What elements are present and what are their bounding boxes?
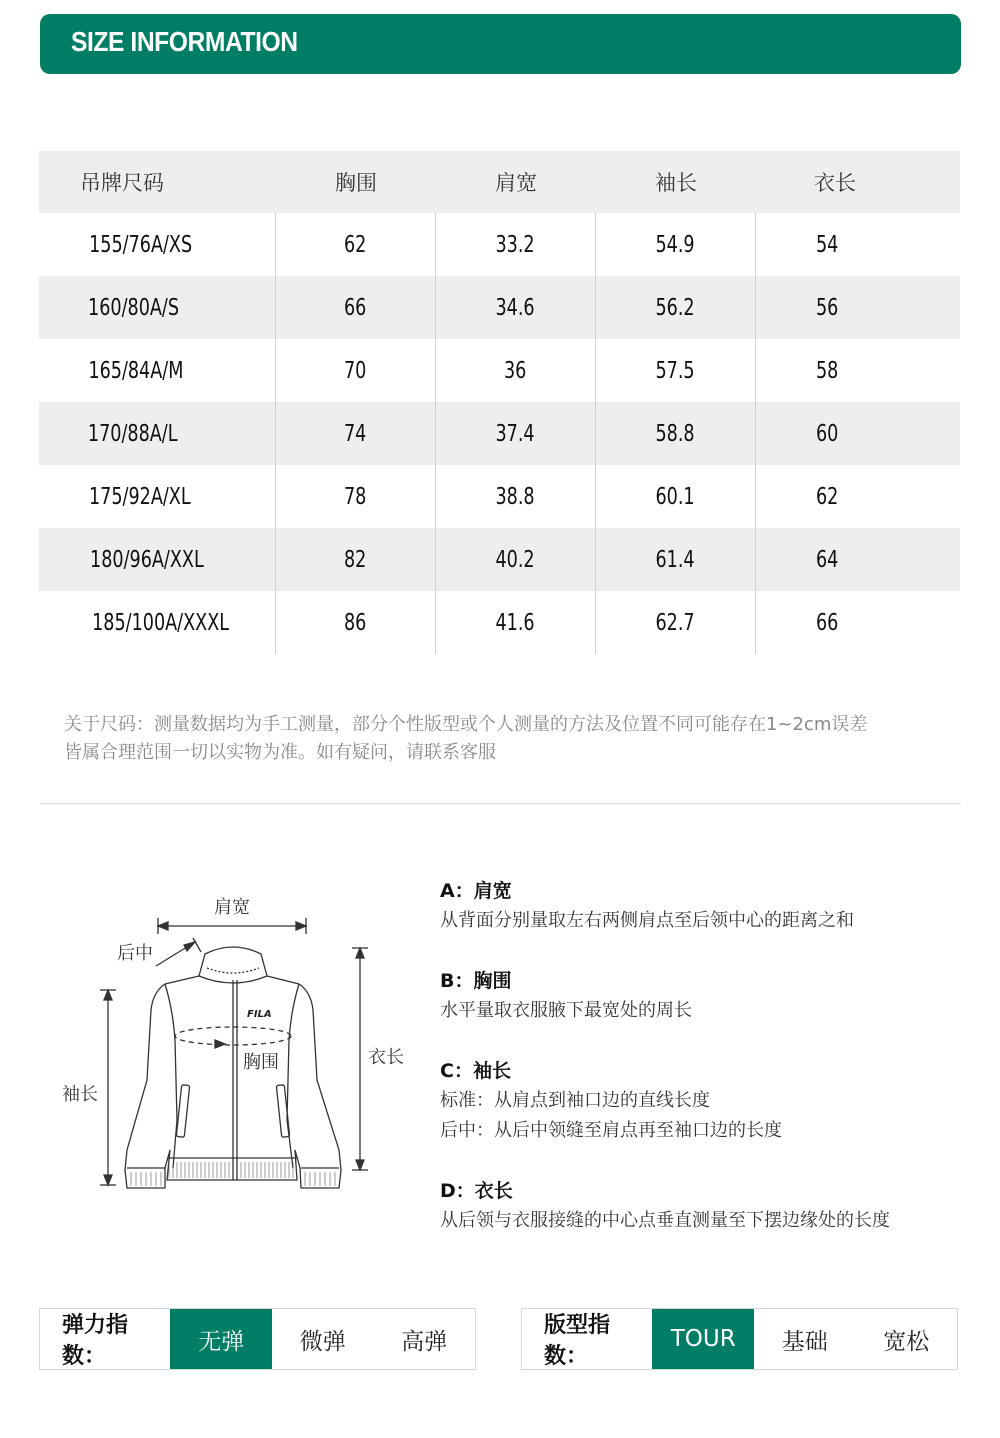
desc-sleeve-text-back: 后中：从后中领缝至肩点再至袖口边的长度 — [440, 1120, 782, 1141]
length-value: 56 — [815, 294, 839, 321]
chest-value: 62 — [344, 231, 367, 258]
shoulder-value: 38.8 — [495, 483, 536, 510]
length-cell — [756, 339, 960, 402]
sleeve-value: 58.8 — [655, 420, 696, 447]
table-row — [39, 402, 960, 465]
size-cell — [39, 339, 276, 402]
page-title: SIZE INFORMATION — [71, 26, 298, 57]
desc-length-text: 从后领与衣服接缝的中心点垂直测量至下摆边缘处的长度 — [440, 1210, 890, 1231]
size-value: 170/88A/L — [87, 420, 178, 447]
length-cell — [756, 276, 960, 339]
header-tag-size: 吊牌尺码 — [80, 171, 164, 195]
table-row — [39, 528, 960, 591]
shoulder-cell — [436, 402, 596, 465]
shoulder-cell — [436, 339, 596, 402]
length-cell — [756, 402, 960, 465]
sleeve-cell — [596, 402, 756, 465]
length-value: 66 — [815, 609, 839, 636]
sleeve-value: 62.7 — [655, 609, 696, 636]
sleeve-cell — [596, 591, 756, 654]
elasticity-option-slight[interactable]: 微弹 — [299, 1328, 346, 1355]
chest-value: 74 — [344, 420, 367, 447]
length-value: 62 — [815, 483, 839, 510]
elasticity-label: 弹力指数： — [62, 1313, 129, 1369]
chest-value: 86 — [344, 609, 367, 636]
elasticity-option-none[interactable]: 无弹 — [170, 1309, 272, 1369]
size-value: 160/80A/S — [88, 294, 180, 321]
shoulder-value: 36 — [504, 357, 527, 384]
sleeve-value: 60.1 — [655, 483, 696, 510]
size-value: 180/96A/XXL — [90, 546, 204, 573]
chest-value: 82 — [344, 546, 367, 573]
sleeve-value: 56.2 — [655, 294, 696, 321]
shoulder-cell — [436, 591, 596, 654]
length-cell — [756, 591, 960, 654]
desc-shoulder-title: A：肩宽 — [440, 880, 512, 902]
chest-cell — [276, 276, 436, 339]
shoulder-label: 肩宽 — [214, 897, 250, 918]
sleeve-cell — [596, 276, 756, 339]
fit-option-basic[interactable]: 基础 — [781, 1328, 828, 1355]
table-row — [39, 339, 960, 402]
desc-sleeve-text-standard: 标准：从肩点到袖口边的直线长度 — [440, 1090, 710, 1111]
table-row — [39, 213, 960, 276]
desc-sleeve-title: C：袖长 — [440, 1060, 511, 1082]
chest-cell — [276, 528, 436, 591]
sleeve-cell — [596, 465, 756, 528]
size-cell — [39, 465, 276, 528]
sleeve-value: 61.4 — [655, 546, 696, 573]
size-table — [39, 151, 960, 654]
shoulder-value: 33.2 — [495, 231, 536, 258]
size-cell — [39, 591, 276, 654]
desc-shoulder-text: 从背面分别量取左右两侧肩点至后领中心的距离之和 — [440, 910, 854, 931]
fit-index — [521, 1308, 958, 1370]
desc-sleeve — [440, 1056, 980, 1146]
chest-value: 70 — [344, 357, 367, 384]
fit-label: 版型指数： — [544, 1313, 611, 1369]
sleeve-value: 57.5 — [655, 357, 696, 384]
shoulder-value: 34.6 — [495, 294, 536, 321]
shoulder-value: 41.6 — [495, 609, 536, 636]
elasticity-option-high[interactable]: 高弹 — [401, 1328, 448, 1355]
length-value: 64 — [815, 546, 839, 573]
size-note — [64, 711, 964, 767]
length-label: 衣长 — [368, 1047, 404, 1068]
sleeve-value: 54.9 — [655, 231, 696, 258]
fit-option-loose[interactable]: 宽松 — [883, 1328, 930, 1355]
section-divider — [40, 803, 961, 804]
size-value: 155/76A/XS — [89, 231, 193, 258]
length-cell — [756, 213, 960, 276]
desc-chest-text: 水平量取衣服腋下最宽处的周长 — [440, 1000, 692, 1021]
header-shoulder: 肩宽 — [495, 171, 537, 195]
header-bar — [40, 14, 961, 74]
length-cell — [756, 528, 960, 591]
chest-cell — [276, 591, 436, 654]
size-value: 185/100A/XXXL — [92, 609, 230, 636]
elasticity-index — [39, 1308, 476, 1370]
length-cell — [756, 465, 960, 528]
chest-cell — [276, 213, 436, 276]
fila-logo: FILA — [247, 1009, 272, 1020]
fit-option-tour[interactable]: TOUR — [652, 1309, 754, 1369]
length-value: 58 — [815, 357, 839, 384]
jacket-diagram — [55, 880, 425, 1210]
shoulder-value: 37.4 — [495, 420, 536, 447]
desc-length-title: D：衣长 — [440, 1180, 513, 1202]
desc-chest — [440, 966, 980, 1026]
chest-cell — [276, 465, 436, 528]
desc-length — [440, 1176, 980, 1236]
note-line-1: 关于尺码：测量数据均为手工测量，部分个性版型或个人测量的方法及位置不同可能存在1~2cm误差 — [64, 714, 868, 735]
shoulder-cell — [436, 276, 596, 339]
table-header-row — [39, 151, 960, 213]
table-row — [39, 465, 960, 528]
shoulder-cell — [436, 465, 596, 528]
shoulder-cell — [436, 528, 596, 591]
length-value: 60 — [815, 420, 839, 447]
chest-cell — [276, 402, 436, 465]
length-value: 54 — [815, 231, 839, 258]
desc-shoulder — [440, 876, 980, 936]
header-length: 衣长 — [814, 171, 856, 195]
size-value: 165/84A/M — [88, 357, 184, 384]
header-chest: 胸围 — [335, 171, 377, 195]
shoulder-value: 40.2 — [495, 546, 536, 573]
table-row — [39, 591, 960, 654]
sleeve-cell — [596, 528, 756, 591]
chest-label: 胸围 — [243, 1052, 279, 1073]
size-cell — [39, 528, 276, 591]
size-value: 175/92A/XL — [88, 483, 191, 510]
sleeve-cell — [596, 213, 756, 276]
shoulder-cell — [436, 213, 596, 276]
chest-value: 66 — [344, 294, 367, 321]
back-center-label: 后中 — [117, 943, 153, 964]
size-cell — [39, 276, 276, 339]
sleeve-cell — [596, 339, 756, 402]
note-line-2: 皆属合理范围一切以实物为准。如有疑问，请联系客服 — [64, 742, 496, 763]
header-sleeve: 袖长 — [655, 171, 697, 195]
sleeve-label: 袖长 — [62, 1084, 98, 1105]
size-cell — [39, 213, 276, 276]
size-cell — [39, 402, 276, 465]
desc-chest-title: B：胸围 — [440, 970, 512, 992]
chest-value: 78 — [344, 483, 367, 510]
chest-cell — [276, 339, 436, 402]
table-row — [39, 276, 960, 339]
